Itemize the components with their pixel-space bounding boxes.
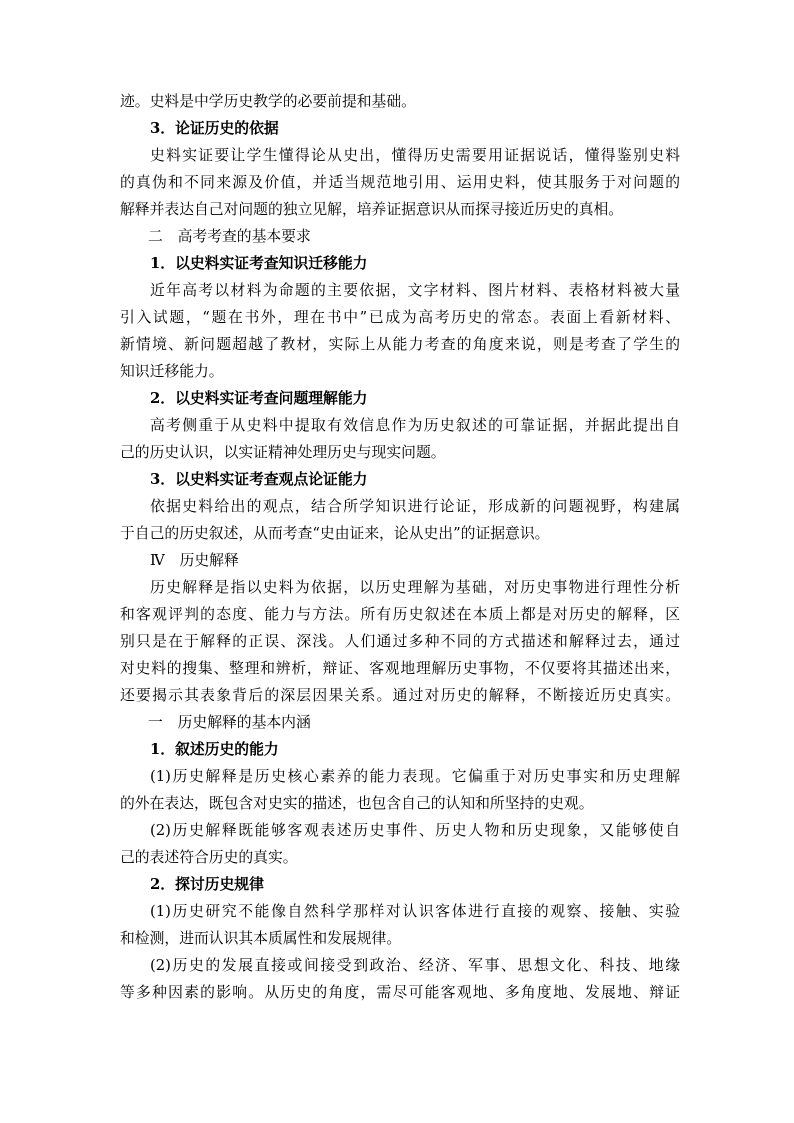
text-line: 依据史料给出的观点，结合所学知识进行论证，形成新的问题视野，构建属 (150, 498, 680, 515)
text-line: 近年高考以材料为命题的主要依据，文字材料、图片材料、表格材料被大量 (150, 282, 680, 299)
text-line: 对史料的搜集、整理和辨析，辩证、客观地理解历史事物，不仅要将其描述出来， (120, 660, 680, 677)
text-line: (2)历史解释既能够客观表述历史事件、历史人物和历史现象，又能够使自 (150, 822, 680, 839)
text-line: 己的表述符合历史的真实。 (120, 849, 298, 866)
text-line: 和客观评判的态度、能力与方法。所有历史叙述在本质上都是对历史的解释，区 (120, 606, 680, 623)
text-line: 解释并表达自己对问题的独立见解，培养证据意识从而探寻接近历史的真相。 (120, 201, 624, 218)
text-line: 的外在表达，既包含对史实的描述，也包含自己的认知和所坚持的史观。 (120, 795, 594, 812)
text-line: 知识迁移能力。 (120, 363, 224, 380)
text-line: 己的历史认识，以实证精神处理历史与现实问题。 (120, 444, 446, 461)
text-line: (1)历史研究不能像自然科学那样对认识客体进行直接的观察、接触、实验 (150, 903, 680, 920)
section-heading-history-explanation: Ⅳ 历史解释 (150, 552, 239, 569)
section-heading-basic-connotation: 一 历史解释的基本内涵 (148, 714, 311, 731)
text-line: 和检测，进而认识其本质属性和发展规律。 (120, 930, 402, 947)
text-line: 史料实证要让学生懂得论从史出，懂得历史需要用证据说话，懂得鉴别史料 (150, 147, 680, 164)
text-line: 新情境、新问题超越了教材，实际上从能力考查的角度来说，则是考查了学生的 (120, 336, 680, 353)
subheading-3-evidence-basis: 3．论证历史的依据 (150, 120, 279, 137)
text-line: 别只是在于解释的正误、深浅。人们通过多种不同的方式描述和解释过去，通过 (120, 633, 680, 650)
section-heading-gaokao: 二 高考考查的基本要求 (148, 228, 311, 245)
text-line: 于自己的历史叙述，从而考查“史由证来，论从史出”的证据意识。 (120, 525, 550, 542)
text-line: 历史解释是指以史料为依据，以历史理解为基础，对历史事物进行理性分析 (150, 579, 680, 596)
text-line: 引入试题，“题在书外，理在书中”已成为高考历史的常态。表面上看新材料、 (120, 309, 680, 326)
text-line: (1)历史解释是历史核心素养的能力表现。它偏重于对历史事实和历史理解 (150, 768, 680, 785)
text-line: 高考侧重于从史料中提取有效信息作为历史叙述的可靠证据，并据此提出自 (150, 417, 680, 434)
text-line: 等多种因素的影响。从历史的角度，需尽可能客观地、多角度地、发展地、辩证 (120, 984, 680, 1001)
document-page (120, 88, 680, 1006)
text-line: 迹。史料是中学历史教学的必要前提和基础。 (120, 93, 416, 110)
subheading-2-understanding: 2．以史料实证考查问题理解能力 (150, 390, 368, 407)
subheading-3-argument: 3．以史料实证考查观点论证能力 (150, 471, 368, 488)
text-line: (2)历史的发展直接或间接受到政治、经济、军事、思想文化、科技、地缘 (150, 957, 680, 974)
subheading-1-narrate: 1．叙述历史的能力 (150, 741, 279, 758)
text-line: 的真伪和不同来源及价值，并适当规范地引用、运用史料，使其服务于对问题的 (120, 174, 680, 191)
subheading-1-transfer: 1．以史料实证考查知识迁移能力 (150, 255, 368, 272)
subheading-2-laws: 2．探讨历史规律 (150, 876, 264, 893)
text-line: 还要揭示其表象背后的深层因果关系。通过对历史的解释，不断接近历史真实。 (120, 687, 680, 704)
